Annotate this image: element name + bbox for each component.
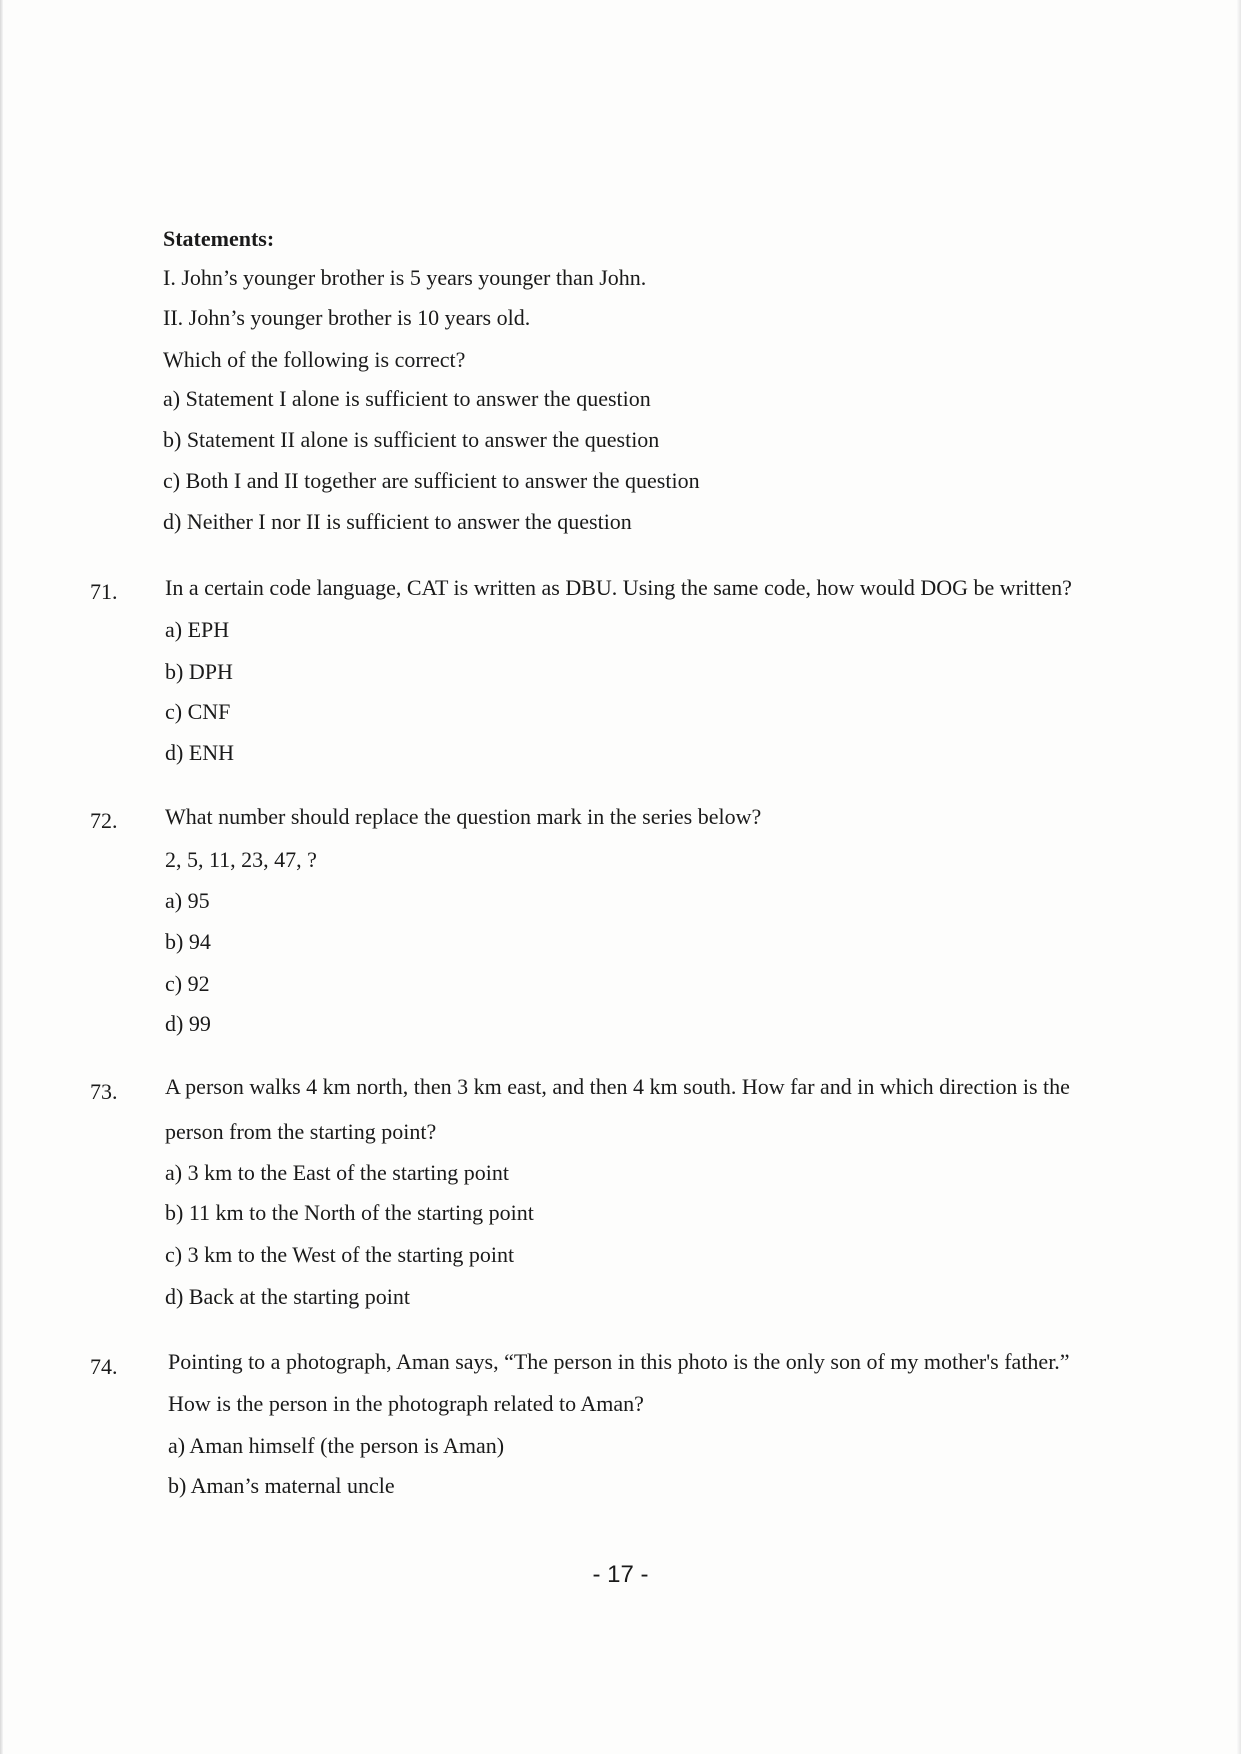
option-a: a) Aman himself (the person is Aman) bbox=[168, 1433, 505, 1458]
question-text-continued: person from the starting point? bbox=[165, 1119, 437, 1144]
statements-prompt: Which of the following is correct? bbox=[163, 347, 466, 372]
option-b: b) DPH bbox=[165, 659, 233, 684]
option-d: d) ENH bbox=[165, 740, 235, 765]
question-text-continued: How is the person in the photograph related to Aman? bbox=[168, 1391, 644, 1416]
option-b: b) Aman’s maternal uncle bbox=[168, 1473, 395, 1498]
question-text: A person walks 4 km north, then 3 km east, and then 4 km south. How far and in which direction is the bbox=[165, 1074, 1070, 1099]
option-a: a) 95 bbox=[165, 888, 210, 913]
question-text: In a certain code language, CAT is written as DBU. Using the same code, how would DOG be written? bbox=[165, 575, 1072, 600]
option-d: d) Back at the starting point bbox=[165, 1284, 410, 1309]
question-number: 74. bbox=[90, 1354, 118, 1379]
scan-edge-left bbox=[0, 0, 3, 1754]
option-c: c) 92 bbox=[165, 971, 210, 996]
option-c: c) CNF bbox=[165, 699, 231, 724]
option-b: b) 94 bbox=[165, 929, 211, 954]
option-c: c) 3 km to the West of the starting point bbox=[165, 1242, 515, 1267]
question-text: What number should replace the question mark in the series below? bbox=[165, 804, 762, 829]
question-number: 71. bbox=[90, 579, 118, 604]
option-a: a) EPH bbox=[165, 617, 230, 642]
option-b: b) Statement II alone is sufficient to answer the question bbox=[163, 427, 660, 452]
option-a: a) 3 km to the East of the starting point bbox=[165, 1160, 509, 1185]
statement-2: II. John’s younger brother is 10 years old. bbox=[163, 305, 531, 330]
option-c: c) Both I and II together are sufficient to answer the question bbox=[163, 468, 700, 493]
page-number: - 17 - bbox=[592, 1561, 649, 1588]
option-d: d) Neither I nor II is sufficient to answer the question bbox=[163, 509, 632, 534]
statements-heading: Statements: bbox=[163, 226, 275, 251]
question-text: Pointing to a photograph, Aman says, “The person in this photo is the only son of my mother's father.” bbox=[168, 1349, 1070, 1374]
question-number: 72. bbox=[90, 808, 118, 833]
series-line: 2, 5, 11, 23, 47, ? bbox=[165, 847, 317, 872]
option-b: b) 11 km to the North of the starting point bbox=[165, 1200, 534, 1225]
scan-edge-right bbox=[1237, 0, 1241, 1754]
question-number: 73. bbox=[90, 1079, 118, 1104]
statement-1: I. John’s younger brother is 5 years younger than John. bbox=[163, 265, 647, 290]
option-a: a) Statement I alone is sufficient to answer the question bbox=[163, 386, 651, 411]
option-d: d) 99 bbox=[165, 1011, 211, 1036]
